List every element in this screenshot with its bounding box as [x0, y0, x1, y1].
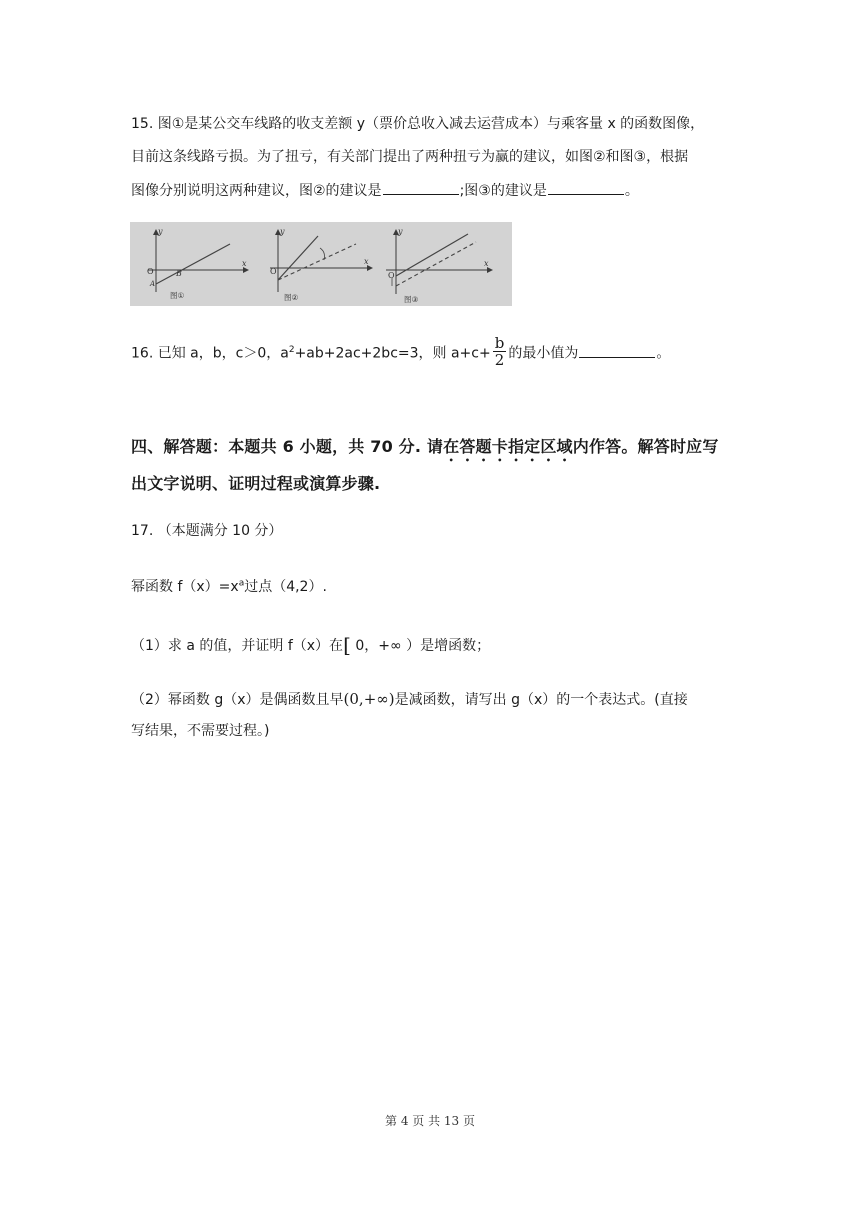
fig1-point-a-label: A: [150, 280, 156, 288]
fig1-y-label: y: [158, 227, 163, 236]
q17-part-2: [131, 689, 688, 710]
fig1-x-label: x: [242, 259, 247, 268]
fig2-x-label: x: [364, 257, 369, 266]
q17-part-1-b: 是增函数；: [420, 638, 491, 654]
figure-2: [270, 227, 372, 302]
fig1-origin-label: O: [147, 267, 154, 276]
page-footer: 第 4 页 共 13 页: [385, 1114, 475, 1128]
q16-line: [131, 334, 671, 370]
q17-part-1-interval: 0，+∞: [350, 638, 407, 654]
q17-part-2-line-2: 写结果，不需要过程。): [131, 723, 270, 739]
fig3-line-dashed: [396, 242, 476, 286]
fig3-y-label: y: [398, 227, 403, 236]
figure-1: [147, 227, 248, 300]
q17-part-1-a: （1）求 a 的值，并证明 f（x）在: [131, 638, 344, 654]
q16-frac-num: b: [494, 334, 505, 352]
fig3-origin-label: O: [388, 271, 395, 280]
q17-part-2-b: 是减函数，请写出 g（x）的一个表达式。(直接: [394, 692, 688, 708]
q17-part-1: [131, 635, 490, 656]
q15-line-3-text-c: 。: [624, 183, 639, 199]
fig3-x-label: x: [484, 259, 489, 268]
fig3-caption: 图③: [404, 295, 419, 304]
q15-figure-strip: [130, 222, 512, 306]
q17-stem-sup: a: [238, 578, 245, 589]
figure-3: [386, 227, 492, 304]
q16-fraction: [493, 335, 507, 368]
q15-line-2: 目前这条线路亏损。为了扭亏，有关部门提出了两种扭亏为赢的建议，如图②和图③，根据: [131, 149, 689, 165]
q17-part-1-right-paren: ）: [406, 638, 421, 654]
fig2-origin-label: O: [270, 267, 277, 276]
section-4-text-b: 内作答。解答时应写: [572, 437, 719, 456]
q17-stem-b: 过点（4,2）.: [244, 579, 327, 595]
q16-suffix-a: 的最小值为: [508, 345, 579, 362]
fig2-rotation-arc: [320, 248, 325, 260]
section-4-text-a: 四、解答题：本题共 6 小题，共 70 分. 请: [131, 437, 444, 456]
q17-part-1-left-bracket: [: [343, 633, 351, 657]
fig1-point-b-label: B: [176, 269, 182, 278]
q15-blank-2: [548, 180, 624, 195]
fig2-line-dashed: [278, 244, 356, 280]
q16-suffix-b: 。: [656, 345, 671, 362]
q17-part-2-a: （2）幂函数 g（x）是偶函数且早: [131, 692, 344, 708]
q15-blank-1: [383, 180, 459, 195]
q15-line-3-text-b: ;图③的建议是: [459, 183, 547, 199]
q16-frac-den: 2: [494, 351, 505, 369]
q16-square: 2: [288, 344, 295, 355]
q15-figures-svg: [130, 222, 512, 306]
section-4-heading-line-1: [131, 435, 719, 465]
q17-header: 17. （本题满分 10 分）: [131, 523, 283, 539]
fig1-line: [156, 244, 230, 284]
q17-stem-a: 幂函数 f（x）=x: [131, 579, 239, 595]
q17-stem: [131, 577, 327, 597]
fig2-line-solid: [278, 236, 318, 280]
fig2-y-label: y: [280, 227, 285, 236]
q16-blank: [579, 343, 655, 358]
q17-part-2-interval: (0,+∞): [343, 690, 395, 708]
q15-line-3-text-a: 图像分别说明这两种建议，图②的建议是: [131, 183, 382, 199]
q15-line-3: [131, 180, 639, 201]
section-4-emphasis: 在答题卡指定区域: [443, 437, 573, 456]
q16-mid: +ab+2ac+2bc=3，则 a+c+: [294, 345, 491, 362]
q15-line-1: 15. 图①是某公交车线路的收支差额 y（票价总收入减去运营成本）与乘客量 x 的函数图像，: [131, 116, 705, 132]
section-4-heading-line-2: 出文字说明、证明过程或演算步骤.: [131, 474, 381, 493]
fig2-caption: 图②: [284, 293, 299, 302]
q16-prefix: 16. 已知 a，b，c＞0，a: [131, 345, 289, 362]
fig1-caption: 图①: [170, 291, 185, 300]
